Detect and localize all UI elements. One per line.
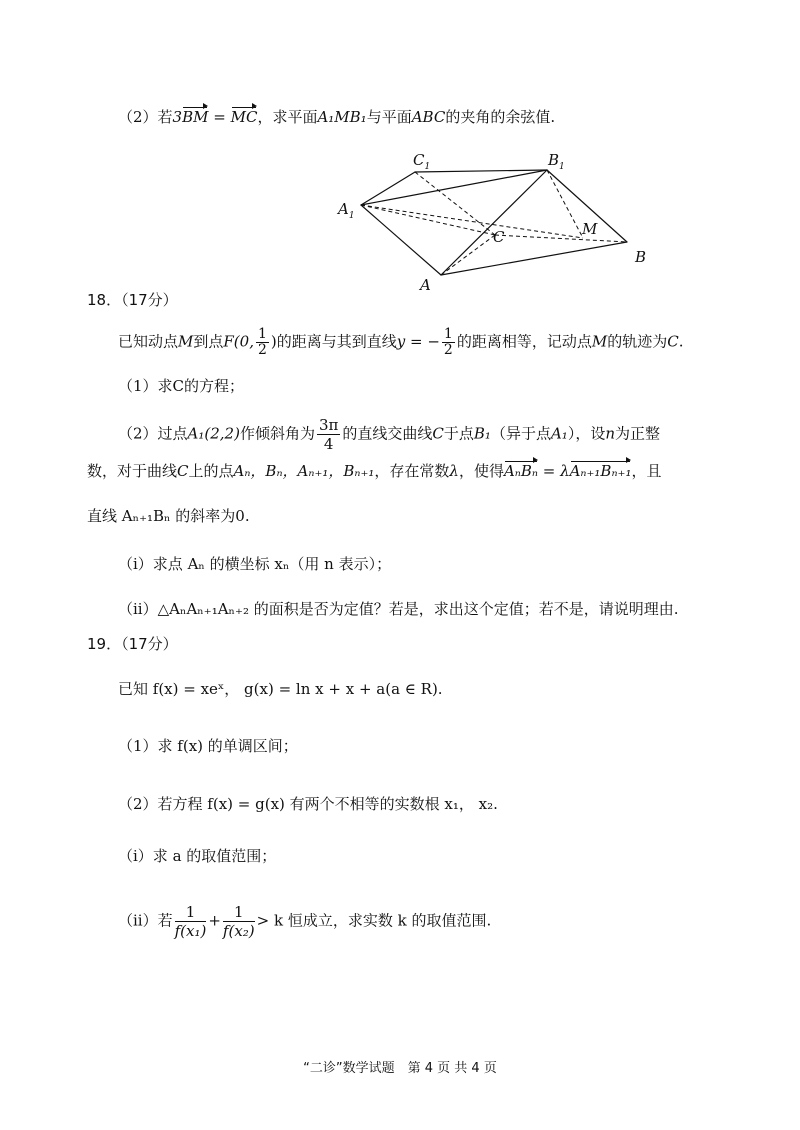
frac-den: f(x₂): [222, 922, 255, 940]
label-b: B: [635, 248, 647, 266]
q18-intro-g: 的距离相等，记动点: [456, 332, 592, 351]
points-list: Aₙ，Bₙ，Aₙ₊₁，Bₙ₊₁: [233, 462, 375, 480]
q18-part1: （1）求C的方程；: [118, 377, 245, 395]
frac-den: 4: [323, 435, 334, 453]
line2-b: 上的点: [188, 462, 234, 480]
frac-num: 3π: [318, 416, 339, 434]
label-b1: $B_1$: [548, 151, 565, 172]
pii-b: > k 恒成立，求实数 k 的取值范围.: [256, 911, 492, 930]
vector-mc: MC: [230, 108, 258, 126]
edge-a1a: [361, 205, 441, 275]
q17-part2-label: （2）若: [118, 108, 173, 126]
vector-bm: BM: [182, 108, 209, 126]
q18-intro-e: )的距离与其到直线: [270, 332, 397, 351]
fraction-1-fx2: [223, 903, 255, 940]
fraction-half: [256, 327, 269, 358]
plane-a1mb1: A₁MB₁: [317, 108, 367, 126]
frac-den: 2: [443, 342, 453, 358]
q18-subpart-i: （i）求点 Aₙ 的横坐标 xₙ（用 n 表示）；: [118, 555, 392, 573]
q18-intro: [118, 327, 683, 358]
q18-part2-line2: [87, 460, 661, 482]
q18-intro-a: 已知动点: [118, 332, 179, 351]
p2-c: 作倾斜角为: [239, 424, 315, 443]
q18-intro-c: 到点: [193, 332, 224, 351]
q18-header: 18．（17分）: [87, 291, 178, 309]
point-m: M: [178, 332, 194, 351]
q18-part2-line3: 直线 Aₙ₊₁Bₙ 的斜率为0.: [87, 507, 250, 525]
label-a: A: [420, 276, 431, 294]
point-m-2: M: [591, 332, 608, 351]
frac-num: 1: [175, 903, 207, 922]
lambda: λ: [449, 462, 459, 480]
q19-subpart-i: （i）求 a 的取值范围；: [118, 847, 277, 865]
q19-intro: 已知 f(x) = xeˣ， g(x) = ln x + x + a(a ∈ R).: [118, 680, 443, 698]
plane-abc: ABC: [411, 108, 446, 126]
frac-den: 2: [257, 342, 267, 358]
p2-k: 为正整: [615, 424, 661, 443]
var-n: n: [605, 424, 615, 443]
q17-text-c: 的夹角的余弦值.: [445, 108, 556, 126]
vector-anbn: AₙBₙ: [503, 462, 538, 480]
q18-intro-period: .: [678, 332, 684, 351]
p2-e: 于点: [443, 424, 474, 443]
edge-cb: [495, 235, 627, 242]
vector-an1bn1: Aₙ₊₁Bₙ₊₁: [569, 462, 632, 480]
q19-subpart-ii: [118, 903, 491, 940]
p2-i: ），设: [567, 424, 606, 443]
p2-g: （异于点: [490, 424, 551, 443]
q17-text-a: ，求平面: [257, 108, 318, 126]
frac-num: 1: [443, 326, 453, 342]
curve-c-3: C: [177, 462, 189, 480]
line2-a: 数，对于曲线: [87, 462, 178, 480]
p2-d: 的直线交曲线: [342, 424, 433, 443]
label-c1: $C_1$: [413, 151, 431, 172]
label-m: M: [582, 220, 598, 238]
fraction-half-2: [442, 327, 455, 358]
frac-den: f(x₁): [174, 922, 207, 940]
q18-intro-h: 的轨迹为: [607, 332, 668, 351]
label-a1: $A_1$: [338, 200, 355, 221]
label-c: C: [493, 228, 505, 246]
curve-c-2: C: [432, 424, 444, 443]
q17-text-b: 与平面: [366, 108, 412, 126]
frac-num: 1: [223, 903, 255, 922]
point-b1: B₁: [473, 424, 491, 443]
equals-lambda: = λ: [537, 462, 570, 480]
pii-a: （ii）若: [118, 911, 173, 930]
p2-a: （2）过点: [118, 424, 188, 443]
edge-ac: [441, 235, 495, 275]
fraction-3pi-4: [317, 416, 340, 453]
page-footer: “二诊”数学试题 第 4 页 共 4 页: [303, 1061, 497, 1076]
q17-part2: （2）若3BM = MC，求平面A₁MB₁与平面ABC的夹角的余弦值.: [118, 108, 556, 126]
point-a1-2: A₁: [550, 424, 568, 443]
edge-a1m: [361, 205, 583, 238]
edge-a1c: [361, 205, 495, 235]
q17-coef: 3: [172, 108, 183, 126]
q18-subpart-ii: （ii）△AₙAₙ₊₁Aₙ₊₂ 的面积是否为定值？若是，求出这个定值；若不是，请说明理由.: [118, 600, 679, 618]
prism-figure: [335, 150, 665, 295]
point-f: F(0,: [223, 332, 254, 351]
frac-num: 1: [257, 326, 267, 342]
line2-e: ，使得: [458, 462, 504, 480]
edge-b1m: [547, 170, 583, 238]
fraction-1-fx1: [175, 903, 207, 940]
q18-part2-line1: [118, 416, 660, 453]
line-y: y = −: [396, 332, 440, 351]
q19-header: 19．（17分）: [87, 635, 178, 653]
edge-c1b1: [415, 170, 547, 172]
q19-part1: （1）求 f(x) 的单调区间；: [118, 737, 298, 755]
q19-part2: （2）若方程 f(x) = g(x) 有两个不相等的实数根 x₁， x₂.: [118, 795, 498, 813]
line2-g: ，且: [631, 462, 662, 480]
curve-c: C: [667, 332, 679, 351]
plus: +: [208, 911, 221, 930]
point-a1: A₁(2,2): [187, 424, 240, 443]
line2-c: ，存在常数: [374, 462, 450, 480]
